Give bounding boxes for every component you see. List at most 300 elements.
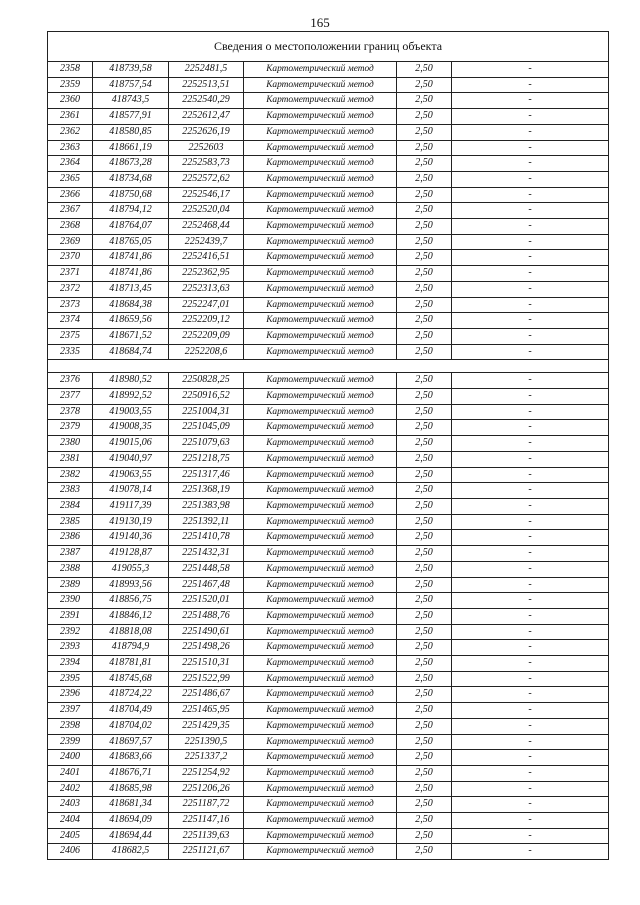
method-cell: Картометрический метод (244, 781, 397, 797)
point-number-cell: 2403 (48, 797, 93, 813)
table-row (48, 156, 609, 172)
y-coordinate-cell: 2252362,95 (169, 266, 244, 282)
note-cell: - (452, 109, 609, 125)
note-cell: - (452, 483, 609, 499)
x-coordinate-cell: 418704,49 (93, 703, 169, 719)
table-row (48, 781, 609, 797)
method-cell: Картометрический метод (244, 624, 397, 640)
note-cell: - (452, 389, 609, 405)
page-number: 165 (310, 15, 330, 30)
x-coordinate-cell: 418681,34 (93, 797, 169, 813)
point-number-cell: 2365 (48, 171, 93, 187)
method-cell: Картометрический метод (244, 561, 397, 577)
method-cell: Картометрический метод (244, 671, 397, 687)
note-cell: - (452, 703, 609, 719)
note-cell: - (452, 373, 609, 389)
accuracy-cell: 2,50 (397, 313, 452, 329)
note-cell: - (452, 404, 609, 420)
table-row (48, 813, 609, 829)
y-coordinate-cell: 2251218,75 (169, 451, 244, 467)
note-cell: - (452, 140, 609, 156)
method-cell: Картометрический метод (244, 498, 397, 514)
note-cell: - (452, 297, 609, 313)
y-coordinate-cell: 2252583,73 (169, 156, 244, 172)
note-cell: - (452, 514, 609, 530)
note-cell: - (452, 328, 609, 344)
point-number-cell: 2389 (48, 577, 93, 593)
note-cell: - (452, 718, 609, 734)
table-row (48, 124, 609, 140)
y-coordinate-cell: 2251147,16 (169, 813, 244, 829)
note-cell: - (452, 561, 609, 577)
note-cell: - (452, 187, 609, 203)
table-row (48, 734, 609, 750)
x-coordinate-cell: 418856,75 (93, 593, 169, 609)
note-cell: - (452, 344, 609, 360)
table-title-row (48, 32, 609, 62)
y-coordinate-cell: 2252603 (169, 140, 244, 156)
point-number-cell: 2376 (48, 373, 93, 389)
note-cell: - (452, 734, 609, 750)
method-cell: Картометрический метод (244, 328, 397, 344)
y-coordinate-cell: 2252626,19 (169, 124, 244, 140)
y-coordinate-cell: 2251317,46 (169, 467, 244, 483)
note-cell: - (452, 124, 609, 140)
note-cell: - (452, 281, 609, 297)
point-number-cell: 2367 (48, 203, 93, 219)
table-row (48, 171, 609, 187)
table-title: Сведения о местоположении границ объекта (48, 32, 609, 62)
y-coordinate-cell: 2252209,09 (169, 328, 244, 344)
x-coordinate-cell: 418704,02 (93, 718, 169, 734)
method-cell: Картометрический метод (244, 656, 397, 672)
method-cell: Картометрический метод (244, 297, 397, 313)
table-row (48, 750, 609, 766)
accuracy-cell: 2,50 (397, 250, 452, 266)
note-cell: - (452, 250, 609, 266)
x-coordinate-cell: 418580,85 (93, 124, 169, 140)
point-number-cell: 2363 (48, 140, 93, 156)
method-cell: Картометрический метод (244, 828, 397, 844)
note-cell: - (452, 750, 609, 766)
point-number-cell: 2375 (48, 328, 93, 344)
method-cell: Картометрический метод (244, 156, 397, 172)
y-coordinate-cell: 2251486,67 (169, 687, 244, 703)
table-row (48, 498, 609, 514)
method-cell: Картометрический метод (244, 389, 397, 405)
point-number-cell: 2404 (48, 813, 93, 829)
y-coordinate-cell: 2251368,19 (169, 483, 244, 499)
note-cell: - (452, 765, 609, 781)
point-number-cell: 2364 (48, 156, 93, 172)
note-cell: - (452, 266, 609, 282)
method-cell: Картометрический метод (244, 640, 397, 656)
point-number-cell: 2399 (48, 734, 93, 750)
point-number-cell: 2361 (48, 109, 93, 125)
note-cell: - (452, 828, 609, 844)
method-cell: Картометрический метод (244, 577, 397, 593)
method-cell: Картометрический метод (244, 593, 397, 609)
table-row (48, 77, 609, 93)
point-number-cell: 2360 (48, 93, 93, 109)
x-coordinate-cell: 418794,9 (93, 640, 169, 656)
table-row (48, 140, 609, 156)
table-row (48, 281, 609, 297)
method-cell: Картометрический метод (244, 436, 397, 452)
accuracy-cell: 2,50 (397, 219, 452, 235)
point-number-cell: 2402 (48, 781, 93, 797)
accuracy-cell: 2,50 (397, 451, 452, 467)
y-coordinate-cell: 2251337,2 (169, 750, 244, 766)
point-number-cell: 2394 (48, 656, 93, 672)
note-cell: - (452, 62, 609, 78)
y-coordinate-cell: 2251079,63 (169, 436, 244, 452)
y-coordinate-cell: 2251383,98 (169, 498, 244, 514)
accuracy-cell: 2,50 (397, 297, 452, 313)
point-number-cell: 2395 (48, 671, 93, 687)
method-cell: Картометрический метод (244, 344, 397, 360)
point-number-cell: 2387 (48, 546, 93, 562)
note-cell: - (452, 797, 609, 813)
table-row (48, 624, 609, 640)
table-row (48, 546, 609, 562)
note-cell: - (452, 77, 609, 93)
method-cell: Картометрический метод (244, 608, 397, 624)
y-coordinate-cell: 2251448,58 (169, 561, 244, 577)
x-coordinate-cell: 419117,39 (93, 498, 169, 514)
table-row (48, 203, 609, 219)
point-number-cell: 2370 (48, 250, 93, 266)
table-row (48, 250, 609, 266)
y-coordinate-cell: 2251490,61 (169, 624, 244, 640)
point-number-cell: 2379 (48, 420, 93, 436)
x-coordinate-cell: 418684,38 (93, 297, 169, 313)
x-coordinate-cell: 418685,98 (93, 781, 169, 797)
boundary-coordinates-table (47, 31, 609, 860)
method-cell: Картометрический метод (244, 266, 397, 282)
x-coordinate-cell: 418694,09 (93, 813, 169, 829)
table-row (48, 671, 609, 687)
x-coordinate-cell: 418741,86 (93, 250, 169, 266)
accuracy-cell: 2,50 (397, 344, 452, 360)
table-row (48, 266, 609, 282)
y-coordinate-cell: 2252247,01 (169, 297, 244, 313)
x-coordinate-cell: 418682,5 (93, 844, 169, 860)
point-number-cell: 2362 (48, 124, 93, 140)
table-row (48, 93, 609, 109)
section-separator-row (48, 360, 609, 373)
accuracy-cell: 2,50 (397, 671, 452, 687)
y-coordinate-cell: 2251520,01 (169, 593, 244, 609)
x-coordinate-cell: 418757,54 (93, 77, 169, 93)
method-cell: Картометрический метод (244, 250, 397, 266)
accuracy-cell: 2,50 (397, 797, 452, 813)
note-cell: - (452, 313, 609, 329)
x-coordinate-cell: 418697,57 (93, 734, 169, 750)
accuracy-cell: 2,50 (397, 467, 452, 483)
point-number-cell: 2373 (48, 297, 93, 313)
note-cell: - (452, 219, 609, 235)
y-coordinate-cell: 2252439,7 (169, 234, 244, 250)
x-coordinate-cell: 418993,56 (93, 577, 169, 593)
y-coordinate-cell: 2251498,26 (169, 640, 244, 656)
note-cell: - (452, 420, 609, 436)
note-cell: - (452, 593, 609, 609)
y-coordinate-cell: 2251429,35 (169, 718, 244, 734)
table-row (48, 593, 609, 609)
point-number-cell: 2335 (48, 344, 93, 360)
x-coordinate-cell: 419063,55 (93, 467, 169, 483)
y-coordinate-cell: 2251139,63 (169, 828, 244, 844)
accuracy-cell: 2,50 (397, 813, 452, 829)
point-number-cell: 2366 (48, 187, 93, 203)
y-coordinate-cell: 2250828,25 (169, 373, 244, 389)
point-number-cell: 2359 (48, 77, 93, 93)
point-number-cell: 2380 (48, 436, 93, 452)
note-cell: - (452, 640, 609, 656)
point-number-cell: 2368 (48, 219, 93, 235)
y-coordinate-cell: 2251488,76 (169, 608, 244, 624)
table-row (48, 234, 609, 250)
accuracy-cell: 2,50 (397, 828, 452, 844)
point-number-cell: 2385 (48, 514, 93, 530)
x-coordinate-cell: 418764,07 (93, 219, 169, 235)
point-number-cell: 2398 (48, 718, 93, 734)
x-coordinate-cell: 419078,14 (93, 483, 169, 499)
method-cell: Картометрический метод (244, 420, 397, 436)
table-row (48, 313, 609, 329)
method-cell: Картометрический метод (244, 797, 397, 813)
table-row (48, 514, 609, 530)
table-row (48, 718, 609, 734)
accuracy-cell: 2,50 (397, 187, 452, 203)
accuracy-cell: 2,50 (397, 266, 452, 282)
method-cell: Картометрический метод (244, 546, 397, 562)
y-coordinate-cell: 2251392,11 (169, 514, 244, 530)
y-coordinate-cell: 2251467,48 (169, 577, 244, 593)
note-cell: - (452, 781, 609, 797)
table-row (48, 608, 609, 624)
point-number-cell: 2406 (48, 844, 93, 860)
method-cell: Картометрический метод (244, 514, 397, 530)
method-cell: Картометрический метод (244, 750, 397, 766)
table-row (48, 765, 609, 781)
y-coordinate-cell: 2251510,31 (169, 656, 244, 672)
y-coordinate-cell: 2251045,09 (169, 420, 244, 436)
accuracy-cell: 2,50 (397, 546, 452, 562)
method-cell: Картометрический метод (244, 203, 397, 219)
x-coordinate-cell: 419128,87 (93, 546, 169, 562)
point-number-cell: 2358 (48, 62, 93, 78)
x-coordinate-cell: 418818,08 (93, 624, 169, 640)
method-cell: Картометрический метод (244, 813, 397, 829)
accuracy-cell: 2,50 (397, 765, 452, 781)
method-cell: Картометрический метод (244, 703, 397, 719)
accuracy-cell: 2,50 (397, 561, 452, 577)
accuracy-cell: 2,50 (397, 781, 452, 797)
note-cell: - (452, 608, 609, 624)
method-cell: Картометрический метод (244, 687, 397, 703)
accuracy-cell: 2,50 (397, 750, 452, 766)
note-cell: - (452, 546, 609, 562)
point-number-cell: 2371 (48, 266, 93, 282)
x-coordinate-cell: 418794,12 (93, 203, 169, 219)
point-number-cell: 2374 (48, 313, 93, 329)
method-cell: Картометрический метод (244, 404, 397, 420)
point-number-cell: 2405 (48, 828, 93, 844)
table-row (48, 844, 609, 860)
note-cell: - (452, 171, 609, 187)
y-coordinate-cell: 2251465,95 (169, 703, 244, 719)
note-cell: - (452, 577, 609, 593)
point-number-cell: 2381 (48, 451, 93, 467)
accuracy-cell: 2,50 (397, 203, 452, 219)
x-coordinate-cell: 418661,19 (93, 140, 169, 156)
x-coordinate-cell: 418750,68 (93, 187, 169, 203)
table-row (48, 62, 609, 78)
x-coordinate-cell: 418684,74 (93, 344, 169, 360)
table-row (48, 373, 609, 389)
x-coordinate-cell: 418846,12 (93, 608, 169, 624)
accuracy-cell: 2,50 (397, 656, 452, 672)
x-coordinate-cell: 418694,44 (93, 828, 169, 844)
method-cell: Картометрический метод (244, 765, 397, 781)
accuracy-cell: 2,50 (397, 436, 452, 452)
table-row (48, 561, 609, 577)
y-coordinate-cell: 2252572,62 (169, 171, 244, 187)
point-number-cell: 2393 (48, 640, 93, 656)
y-coordinate-cell: 2252540,29 (169, 93, 244, 109)
method-cell: Картометрический метод (244, 62, 397, 78)
note-cell: - (452, 813, 609, 829)
accuracy-cell: 2,50 (397, 62, 452, 78)
x-coordinate-cell: 419008,35 (93, 420, 169, 436)
x-coordinate-cell: 419003,55 (93, 404, 169, 420)
accuracy-cell: 2,50 (397, 498, 452, 514)
y-coordinate-cell: 2252481,5 (169, 62, 244, 78)
y-coordinate-cell: 2251432,31 (169, 546, 244, 562)
method-cell: Картометрический метод (244, 451, 397, 467)
accuracy-cell: 2,50 (397, 389, 452, 405)
method-cell: Картометрический метод (244, 219, 397, 235)
y-coordinate-cell: 2251522,99 (169, 671, 244, 687)
note-cell: - (452, 436, 609, 452)
note-cell: - (452, 498, 609, 514)
point-number-cell: 2384 (48, 498, 93, 514)
x-coordinate-cell: 418992,52 (93, 389, 169, 405)
point-number-cell: 2401 (48, 765, 93, 781)
method-cell: Картометрический метод (244, 483, 397, 499)
x-coordinate-cell: 418659,56 (93, 313, 169, 329)
x-coordinate-cell: 418739,58 (93, 62, 169, 78)
table-row (48, 483, 609, 499)
accuracy-cell: 2,50 (397, 734, 452, 750)
method-cell: Картометрический метод (244, 187, 397, 203)
y-coordinate-cell: 2251206,26 (169, 781, 244, 797)
accuracy-cell: 2,50 (397, 109, 452, 125)
accuracy-cell: 2,50 (397, 420, 452, 436)
accuracy-cell: 2,50 (397, 718, 452, 734)
point-number-cell: 2378 (48, 404, 93, 420)
x-coordinate-cell: 418676,71 (93, 765, 169, 781)
table-row (48, 467, 609, 483)
accuracy-cell: 2,50 (397, 140, 452, 156)
point-number-cell: 2388 (48, 561, 93, 577)
x-coordinate-cell: 419015,06 (93, 436, 169, 452)
table-body (48, 32, 609, 860)
method-cell: Картометрический метод (244, 77, 397, 93)
accuracy-cell: 2,50 (397, 234, 452, 250)
y-coordinate-cell: 2252468,44 (169, 219, 244, 235)
point-number-cell: 2390 (48, 593, 93, 609)
x-coordinate-cell: 418734,68 (93, 171, 169, 187)
x-coordinate-cell: 418683,66 (93, 750, 169, 766)
y-coordinate-cell: 2252416,51 (169, 250, 244, 266)
table-row (48, 640, 609, 656)
point-number-cell: 2391 (48, 608, 93, 624)
table-row (48, 344, 609, 360)
x-coordinate-cell: 418765,05 (93, 234, 169, 250)
table-row (48, 451, 609, 467)
note-cell: - (452, 156, 609, 172)
y-coordinate-cell: 2251254,92 (169, 765, 244, 781)
x-coordinate-cell: 418577,91 (93, 109, 169, 125)
accuracy-cell: 2,50 (397, 156, 452, 172)
table-row (48, 219, 609, 235)
y-coordinate-cell: 2252208,6 (169, 344, 244, 360)
note-cell: - (452, 234, 609, 250)
point-number-cell: 2383 (48, 483, 93, 499)
x-coordinate-cell: 418713,45 (93, 281, 169, 297)
x-coordinate-cell: 418743,5 (93, 93, 169, 109)
accuracy-cell: 2,50 (397, 640, 452, 656)
y-coordinate-cell: 2251004,31 (169, 404, 244, 420)
accuracy-cell: 2,50 (397, 171, 452, 187)
table-row (48, 703, 609, 719)
accuracy-cell: 2,50 (397, 328, 452, 344)
note-cell: - (452, 656, 609, 672)
point-number-cell: 2386 (48, 530, 93, 546)
method-cell: Картометрический метод (244, 171, 397, 187)
note-cell: - (452, 624, 609, 640)
point-number-cell: 2396 (48, 687, 93, 703)
accuracy-cell: 2,50 (397, 703, 452, 719)
point-number-cell: 2372 (48, 281, 93, 297)
y-coordinate-cell: 2252313,63 (169, 281, 244, 297)
x-coordinate-cell: 418745,68 (93, 671, 169, 687)
y-coordinate-cell: 2251187,72 (169, 797, 244, 813)
y-coordinate-cell: 2250916,52 (169, 389, 244, 405)
accuracy-cell: 2,50 (397, 124, 452, 140)
accuracy-cell: 2,50 (397, 404, 452, 420)
method-cell: Картометрический метод (244, 140, 397, 156)
method-cell: Картометрический метод (244, 234, 397, 250)
y-coordinate-cell: 2251410,78 (169, 530, 244, 546)
table-row (48, 828, 609, 844)
accuracy-cell: 2,50 (397, 373, 452, 389)
accuracy-cell: 2,50 (397, 687, 452, 703)
accuracy-cell: 2,50 (397, 577, 452, 593)
table-row (48, 687, 609, 703)
table-row (48, 389, 609, 405)
accuracy-cell: 2,50 (397, 844, 452, 860)
table-row (48, 187, 609, 203)
note-cell: - (452, 467, 609, 483)
y-coordinate-cell: 2251121,67 (169, 844, 244, 860)
x-coordinate-cell: 418980,52 (93, 373, 169, 389)
y-coordinate-cell: 2252209,12 (169, 313, 244, 329)
table-row (48, 328, 609, 344)
